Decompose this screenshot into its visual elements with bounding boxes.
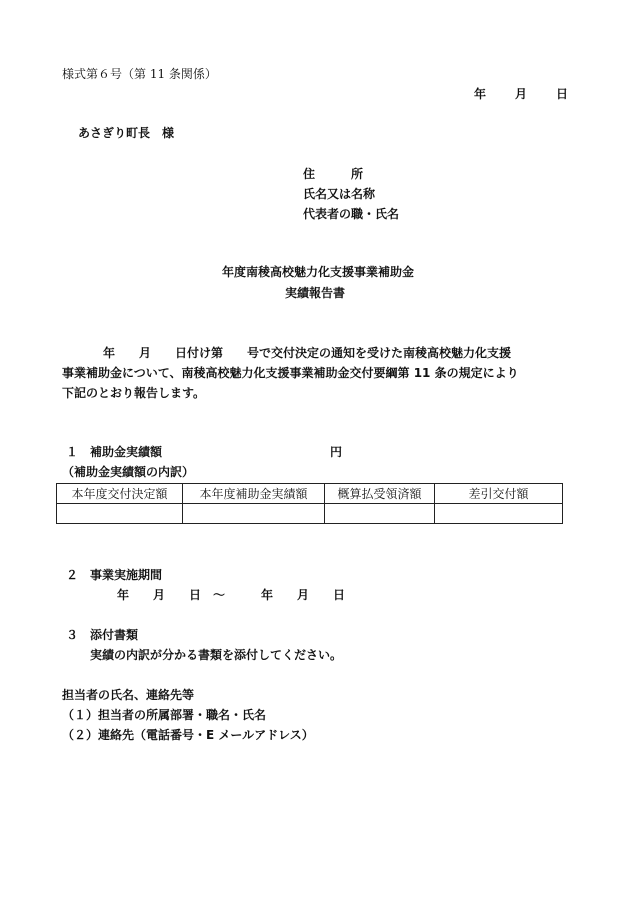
body-line-1: 年 月 日付け第 号で交付決定の通知を受けた南稜高校魅力化支援 xyxy=(103,346,512,360)
section1-unit: 円 xyxy=(330,445,343,459)
table-cell xyxy=(57,504,183,524)
body-line-2: 事業補助金について、南稜高校魅力化支援事業補助金交付要綱第 11 条の規定により xyxy=(62,366,519,380)
table-row xyxy=(57,504,563,524)
name-label: 氏名又は名称 xyxy=(303,187,376,201)
breakdown-caption: （補助金実績額の内訳） xyxy=(62,465,195,479)
date-month-label: 月 xyxy=(515,87,528,101)
table-header-cell: 本年度補助金実績額 xyxy=(183,484,325,504)
section1-heading: １ 補助金実績額 xyxy=(66,445,163,459)
date-year-label: 年 xyxy=(474,87,487,101)
contact-item-1: （１）担当者の所属部署・職名・氏名 xyxy=(62,708,267,722)
address-label: 住 所 xyxy=(303,167,364,181)
table-cell xyxy=(183,504,325,524)
representative-label: 代表者の職・氏名 xyxy=(303,207,400,221)
attachment-note: 実績の内訳が分かる書類を添付してください。 xyxy=(90,648,343,662)
contact-item-2: （２）連絡先（電話番号・E メールアドレス） xyxy=(62,728,314,742)
addressee: あさぎり町長 様 xyxy=(78,126,175,140)
table-header-cell: 本年度交付決定額 xyxy=(57,484,183,504)
table-header-cell: 概算払受領済額 xyxy=(325,484,435,504)
section3-heading: ３ 添付書類 xyxy=(66,628,139,642)
body-line-3: 下記のとおり報告します。 xyxy=(62,386,206,400)
date-day-label: 日 xyxy=(556,87,569,101)
breakdown-table xyxy=(56,483,563,524)
title-line-1: 年度南稜高校魅力化支援事業補助金 xyxy=(222,265,415,279)
form-number: 様式第６号（第 11 条関係） xyxy=(62,67,217,81)
table-cell xyxy=(325,504,435,524)
contact-heading: 担当者の氏名、連絡先等 xyxy=(62,688,195,702)
section2-heading: ２ 事業実施期間 xyxy=(66,568,163,582)
table-cell xyxy=(435,504,563,524)
table-header-cell: 差引交付額 xyxy=(435,484,563,504)
title-line-2: 実績報告書 xyxy=(285,286,346,300)
implementation-period: 年 月 日 ～ 年 月 日 xyxy=(117,588,346,602)
table-header-row xyxy=(57,484,563,504)
